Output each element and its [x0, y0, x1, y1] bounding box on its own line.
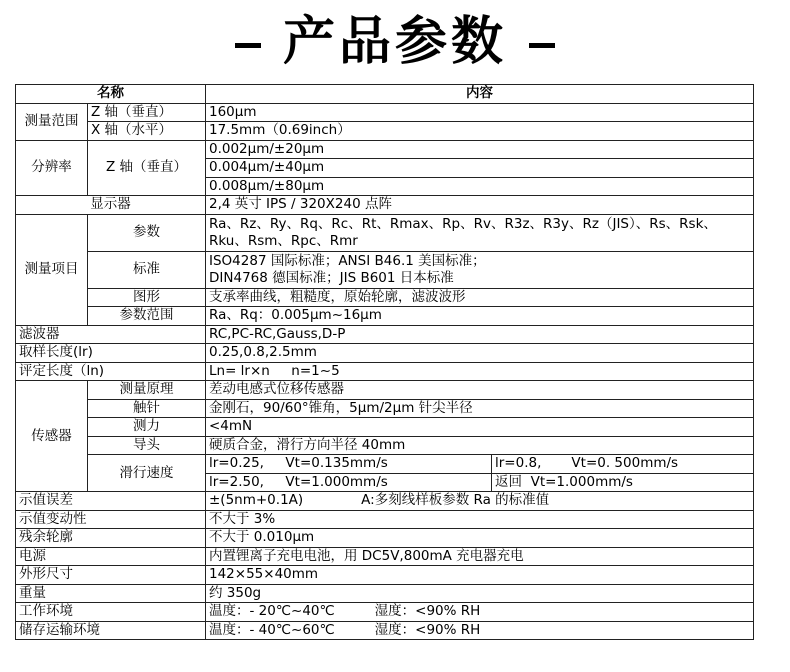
display-label: 显示器: [16, 196, 206, 215]
table-row: [16, 418, 754, 437]
principle-label: 测量原理: [88, 381, 206, 400]
stylus-value: 金刚石，90/60°锥角，5μm/2μm 针尖半径: [206, 399, 754, 418]
table-row: [16, 603, 754, 622]
speed-label: 滑行速度: [88, 455, 206, 492]
page-title: [0, 4, 790, 80]
dimensions-value: 142×55×40mm: [206, 566, 754, 585]
sensor-label: 传感器: [16, 381, 88, 492]
indication-error-formula: ±(5nm+0.1A): [209, 492, 304, 509]
display-value: 2,4 英寸 IPS / 320X240 点阵: [206, 196, 754, 215]
table-row: [16, 510, 754, 529]
params-value: Ra、Rz、Ry、Rq、Rc、Rt、Rmax、Rp、Rv、R3z、R3y、Rz（JIS）、Rs、Rsk、Rku、Rsm、Rpc、Rmr: [206, 214, 754, 251]
storage-env-value: [206, 621, 754, 640]
table-row: [16, 288, 754, 307]
standard-value: [206, 251, 754, 288]
header-name: 名称: [16, 85, 206, 104]
work-env-label: 工作环境: [16, 603, 206, 622]
param-range-value: Ra、Rq：0.005μm~16μm: [206, 307, 754, 326]
indication-error-label: 示值误差: [16, 492, 206, 511]
table-row: [16, 566, 754, 585]
power-value: 内置锂离子充电电池，用 DC5V,800mA 充电器充电: [206, 547, 754, 566]
table-row: [16, 529, 754, 548]
speed-value-b: lr=0.8, Vt=0. 500mm/s: [492, 455, 754, 474]
filter-value: RC,PC-RC,Gauss,D-P: [206, 325, 754, 344]
resolution-value-2: 0.004μm/±40μm: [206, 159, 754, 178]
standard-label: 标准: [88, 251, 206, 288]
table-row: [16, 344, 754, 363]
table-row: [16, 103, 754, 122]
work-env-value: [206, 603, 754, 622]
sampling-length-label: 取样长度(lr): [16, 344, 206, 363]
table-row: [16, 584, 754, 603]
speed-value-a: lr=0.25, Vt=0.135mm/s: [206, 455, 492, 474]
table-row: [16, 455, 754, 474]
measure-items-label: 测量项目: [16, 214, 88, 325]
speed-value-d: 返回 Vt=1.000mm/s: [492, 473, 754, 492]
table-row: [16, 547, 754, 566]
title-dash-left: [235, 43, 261, 48]
z-axis-value: 160μm: [206, 103, 754, 122]
eval-length-value: Ln= lr×n n=1~5: [206, 362, 754, 381]
x-axis-value: 17.5mm（0.69inch）: [206, 122, 754, 141]
filter-label: 滤波器: [16, 325, 206, 344]
table-row: [16, 325, 754, 344]
dimensions-label: 外形尺寸: [16, 566, 206, 585]
indication-error-value: [206, 492, 754, 511]
table-row: [16, 251, 754, 288]
spec-table: [15, 84, 754, 640]
guide-value: 硬质合金，滑行方向半径 40mm: [206, 436, 754, 455]
standard-line-2: DIN4768 德国标准；JIS B601 日本标准: [209, 269, 454, 286]
resolution-value-3: 0.008μm/±80μm: [206, 177, 754, 196]
weight-value: 约 350g: [206, 584, 754, 603]
table-row: [16, 214, 754, 251]
param-range-label: 参数范围: [88, 307, 206, 326]
resolution-label: 分辨率: [16, 140, 88, 196]
indication-variation-label: 示值变动性: [16, 510, 206, 529]
resolution-value-1: 0.002μm/±20μm: [206, 140, 754, 159]
force-value: <4mN: [206, 418, 754, 437]
table-row: [16, 140, 754, 159]
resolution-axis: Z 轴（垂直）: [88, 140, 206, 196]
guide-label: 导头: [88, 436, 206, 455]
table-row: [16, 492, 754, 511]
graph-label: 图形: [88, 288, 206, 307]
speed-value-c: lr=2.50, Vt=1.000mm/s: [206, 473, 492, 492]
standard-line-1: ISO4287 国际标准；ANSI B46.1 美国标准；: [209, 252, 486, 269]
sampling-length-value: 0.25,0.8,2.5mm: [206, 344, 754, 363]
params-label: 参数: [88, 214, 206, 251]
table-row: [16, 196, 754, 215]
eval-length-label: 评定长度（ln): [16, 362, 206, 381]
measure-range-label: 测量范围: [16, 103, 88, 140]
table-row: [16, 436, 754, 455]
table-row: [16, 381, 754, 400]
table-row: [16, 399, 754, 418]
table-header-row: [16, 85, 754, 104]
work-env-temp: 温度：- 20℃~40℃: [209, 603, 335, 620]
header-content: 内容: [206, 85, 754, 104]
residual-profile-label: 残余轮廓: [16, 529, 206, 548]
power-label: 电源: [16, 547, 206, 566]
work-env-humidity: 湿度：<90% RH: [374, 603, 481, 620]
table-row: [16, 621, 754, 640]
principle-value: 差动电感式位移传感器: [206, 381, 754, 400]
table-row: [16, 307, 754, 326]
x-axis-label: X 轴（水平）: [88, 122, 206, 141]
force-label: 测力: [88, 418, 206, 437]
storage-env-humidity: 湿度：<90% RH: [374, 621, 481, 638]
storage-env-temp: 温度：- 40℃~60℃: [209, 621, 335, 638]
weight-label: 重量: [16, 584, 206, 603]
z-axis-label: Z 轴（垂直）: [88, 103, 206, 122]
storage-env-label: 储存运输环境: [16, 621, 206, 640]
title-dash-right: [529, 43, 555, 48]
graph-value: 支承率曲线，粗糙度，原始轮廓，滤波波形: [206, 288, 754, 307]
table-row: [16, 122, 754, 141]
table-row: [16, 362, 754, 381]
indication-variation-value: 不大于 3%: [206, 510, 754, 529]
indication-error-note: A:多刻线样板参数 Ra 的标准值: [361, 492, 550, 509]
residual-profile-value: 不大于 0.010μm: [206, 529, 754, 548]
page-title-text: 产品参数: [282, 12, 507, 72]
stylus-label: 触针: [88, 399, 206, 418]
